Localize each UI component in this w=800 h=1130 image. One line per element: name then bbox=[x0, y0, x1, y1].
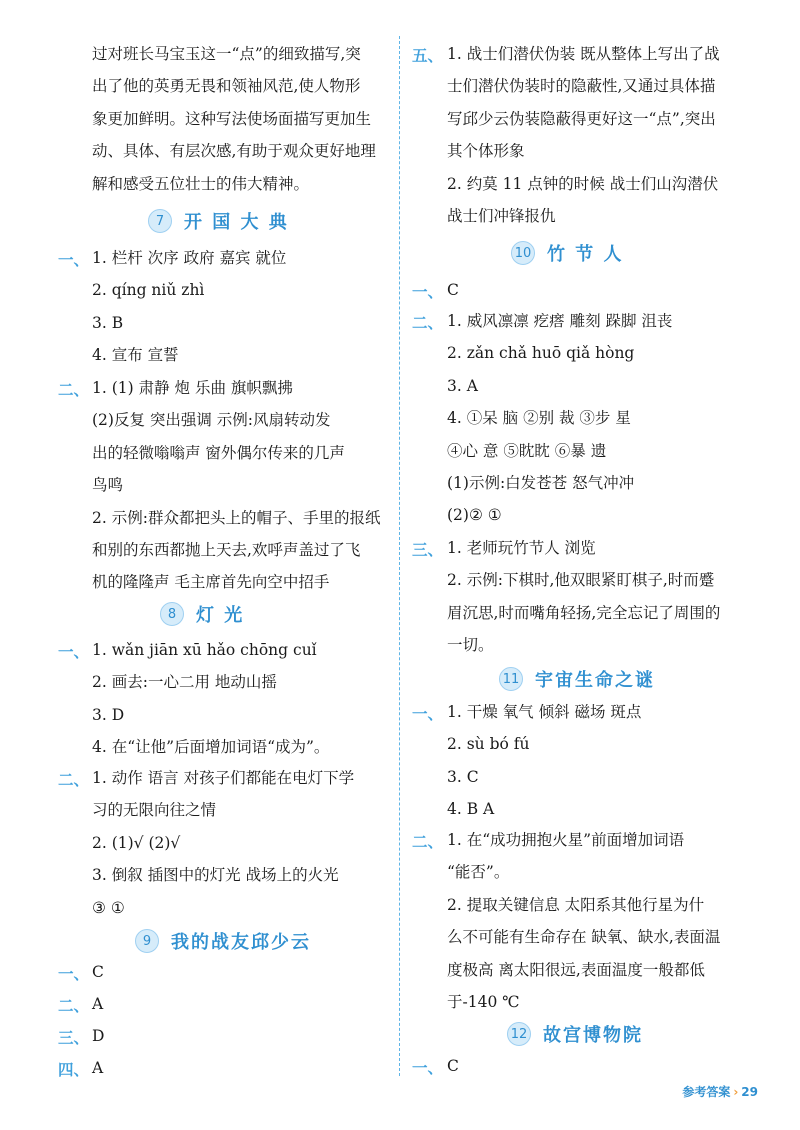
section-marker: 一、 bbox=[412, 705, 444, 723]
answer-line: C bbox=[92, 963, 104, 981]
answer-line: 3. B bbox=[92, 313, 124, 332]
column-divider bbox=[399, 36, 400, 1076]
answer-line: “能否”。 bbox=[447, 863, 510, 882]
answer-line: 2. (1)√ (2)√ bbox=[92, 833, 181, 852]
answer-line: 2. sù bó fú bbox=[447, 735, 530, 754]
lesson-title: 故宫博物院 bbox=[543, 1025, 643, 1046]
answer-line: C bbox=[447, 1057, 459, 1075]
answer-line: D bbox=[92, 1027, 105, 1045]
intro-line: 解和感受五位壮士的伟大精神。 bbox=[92, 174, 310, 193]
answer-line: 1. 威风凛凛 疙瘩 雕刻 跺脚 沮丧 bbox=[447, 312, 673, 330]
lesson-title: 我的战友邱少云 bbox=[171, 932, 311, 953]
answer-line: 2. 画去:一心二用 地动山摇 bbox=[92, 673, 277, 692]
answer-line: (2)反复 突出强调 示例:风扇转动发 bbox=[92, 411, 331, 430]
lesson-heading bbox=[511, 240, 624, 266]
answer-line: 1. 栏杆 次序 政府 嘉宾 就位 bbox=[92, 249, 287, 267]
section-marker: 二、 bbox=[412, 314, 444, 332]
answer-line: 4. 宣布 宣誓 bbox=[92, 346, 179, 365]
answer-line: 2. zǎn chǎ huō qiǎ hòng bbox=[447, 344, 635, 363]
section-marker: 二、 bbox=[58, 997, 90, 1015]
section-marker: 二、 bbox=[58, 381, 90, 399]
answer-line: 1. (1) 肃静 炮 乐曲 旗帜飘拂 bbox=[92, 379, 293, 397]
answer-line: C bbox=[447, 281, 459, 299]
answer-line: (1)示例:白发苍苍 怒气冲冲 bbox=[447, 474, 635, 492]
answer-line: ③ ① bbox=[92, 898, 125, 917]
answer-line: A bbox=[92, 1059, 104, 1077]
lesson-number-badge: 12 bbox=[507, 1022, 531, 1046]
answer-line: 2. 提取关键信息 太阳系其他行星为什 bbox=[447, 895, 705, 914]
answer-line: 1. 干燥 氧气 倾斜 磁场 斑点 bbox=[447, 703, 642, 721]
answer-line: 其个体形象 bbox=[447, 142, 525, 161]
lesson-number-badge: 11 bbox=[499, 667, 523, 691]
intro-line: 象更加鲜明。这种写法使场面描写更加生 bbox=[92, 109, 372, 128]
page-footer bbox=[682, 1083, 758, 1100]
section-marker: 二、 bbox=[412, 833, 444, 851]
chevron-right-icon: › bbox=[733, 1085, 739, 1099]
lesson-title: 灯 光 bbox=[196, 605, 245, 626]
answer-line: 1. 在“成功拥抱火星”前面增加词语 bbox=[447, 831, 685, 849]
answer-line: 战士们冲锋报仇 bbox=[447, 207, 556, 225]
answer-line: 2. qíng niǔ zhì bbox=[92, 281, 205, 300]
answer-line: 机的隆隆声 毛主席首先向空中招手 bbox=[92, 573, 330, 592]
lesson-heading bbox=[135, 928, 311, 954]
answer-line: 一切。 bbox=[447, 636, 494, 655]
footer-label: 参考答案 bbox=[682, 1085, 731, 1099]
answer-line: 度极高 离太阳很远,表面温度一般都低 bbox=[447, 960, 705, 979]
lesson-number-badge: 7 bbox=[148, 209, 172, 233]
answer-line: 1. 老师玩竹节人 浏览 bbox=[447, 539, 596, 557]
answer-line: 士们潜伏伪装时的隐蔽性,又通过具体描 bbox=[447, 77, 716, 96]
lesson-heading bbox=[148, 208, 289, 234]
answer-line: A bbox=[92, 995, 104, 1013]
answer-line: 1. wǎn jiān xū hǎo chōng cuǐ bbox=[92, 641, 317, 659]
answer-line: 1. 动作 语言 对孩子们都能在电灯下学 bbox=[92, 769, 355, 787]
answer-line: 3. 倒叙 插图中的灯光 战场上的火光 bbox=[92, 866, 339, 885]
answer-line: 习的无限向往之情 bbox=[92, 801, 217, 820]
lesson-heading bbox=[499, 666, 655, 692]
section-marker: 三、 bbox=[58, 1029, 90, 1047]
answer-line: 眉沉思,时而嘴角轻扬,完全忘记了周围的 bbox=[447, 603, 721, 622]
answer-line: 鸟鸣 bbox=[92, 476, 124, 495]
answer-line: 么不可能有生命存在 缺氧、缺水,表面温 bbox=[447, 928, 721, 947]
lesson-number-badge: 8 bbox=[160, 602, 184, 626]
section-marker: 二、 bbox=[58, 771, 90, 789]
page-number: 29 bbox=[741, 1085, 758, 1099]
answer-line: 4. ①呆 脑 ②别 裁 ③步 星 bbox=[447, 409, 631, 428]
lesson-title: 竹 节 人 bbox=[547, 244, 624, 265]
answer-line: 2. 约莫 11 点钟的时候 战士们山沟潜伏 bbox=[447, 174, 719, 193]
section-marker: 四、 bbox=[58, 1061, 90, 1079]
answer-line: 出的轻微嗡嗡声 窗外偶尔传来的几声 bbox=[92, 443, 345, 462]
section-marker: 三、 bbox=[412, 541, 444, 559]
answer-line: 4. B A bbox=[447, 800, 495, 819]
lesson-title: 宇宙生命之谜 bbox=[535, 670, 655, 691]
answer-line: 写邱少云伪装隐蔽得更好这一“点”,突出 bbox=[447, 109, 716, 128]
answer-line: 3. C bbox=[447, 767, 479, 786]
answer-line: 3. A bbox=[447, 376, 478, 395]
section-marker: 一、 bbox=[58, 643, 90, 661]
intro-line: 动、具体、有层次感,有助于观众更好地理 bbox=[92, 142, 376, 161]
lesson-number-badge: 10 bbox=[511, 241, 535, 265]
answer-line: 于-140 ℃ bbox=[447, 993, 520, 1011]
section-marker: 一、 bbox=[412, 283, 444, 301]
answer-line: ④心 意 ⑤眈眈 ⑥暴 遗 bbox=[447, 441, 607, 460]
lesson-heading bbox=[160, 601, 244, 627]
section-marker: 一、 bbox=[58, 965, 90, 983]
intro-line: 出了他的英勇无畏和领袖风范,使人物形 bbox=[92, 77, 361, 96]
answer-line: 2. 示例:群众都把头上的帽子、手里的报纸 bbox=[92, 508, 381, 527]
section-marker: 一、 bbox=[58, 251, 90, 269]
answer-line: 和别的东西都抛上天去,欢呼声盖过了飞 bbox=[92, 541, 361, 559]
lesson-number-badge: 9 bbox=[135, 929, 159, 953]
intro-line: 过对班长马宝玉这一“点”的细致描写,突 bbox=[92, 45, 361, 63]
section-marker: 一、 bbox=[412, 1059, 444, 1077]
answer-line: 4. 在“让他”后面增加词语“成为”。 bbox=[92, 738, 330, 757]
answer-line: 2. 示例:下棋时,他双眼紧盯棋子,时而蹙 bbox=[447, 571, 715, 590]
lesson-heading bbox=[507, 1021, 643, 1047]
lesson-title: 开 国 大 典 bbox=[184, 212, 289, 233]
answer-line: 1. 战士们潜伏伪装 既从整体上写出了战 bbox=[447, 45, 720, 63]
answer-line: (2)② ① bbox=[447, 506, 502, 525]
section-marker: 五、 bbox=[412, 47, 444, 65]
answer-line: 3. D bbox=[92, 705, 125, 724]
